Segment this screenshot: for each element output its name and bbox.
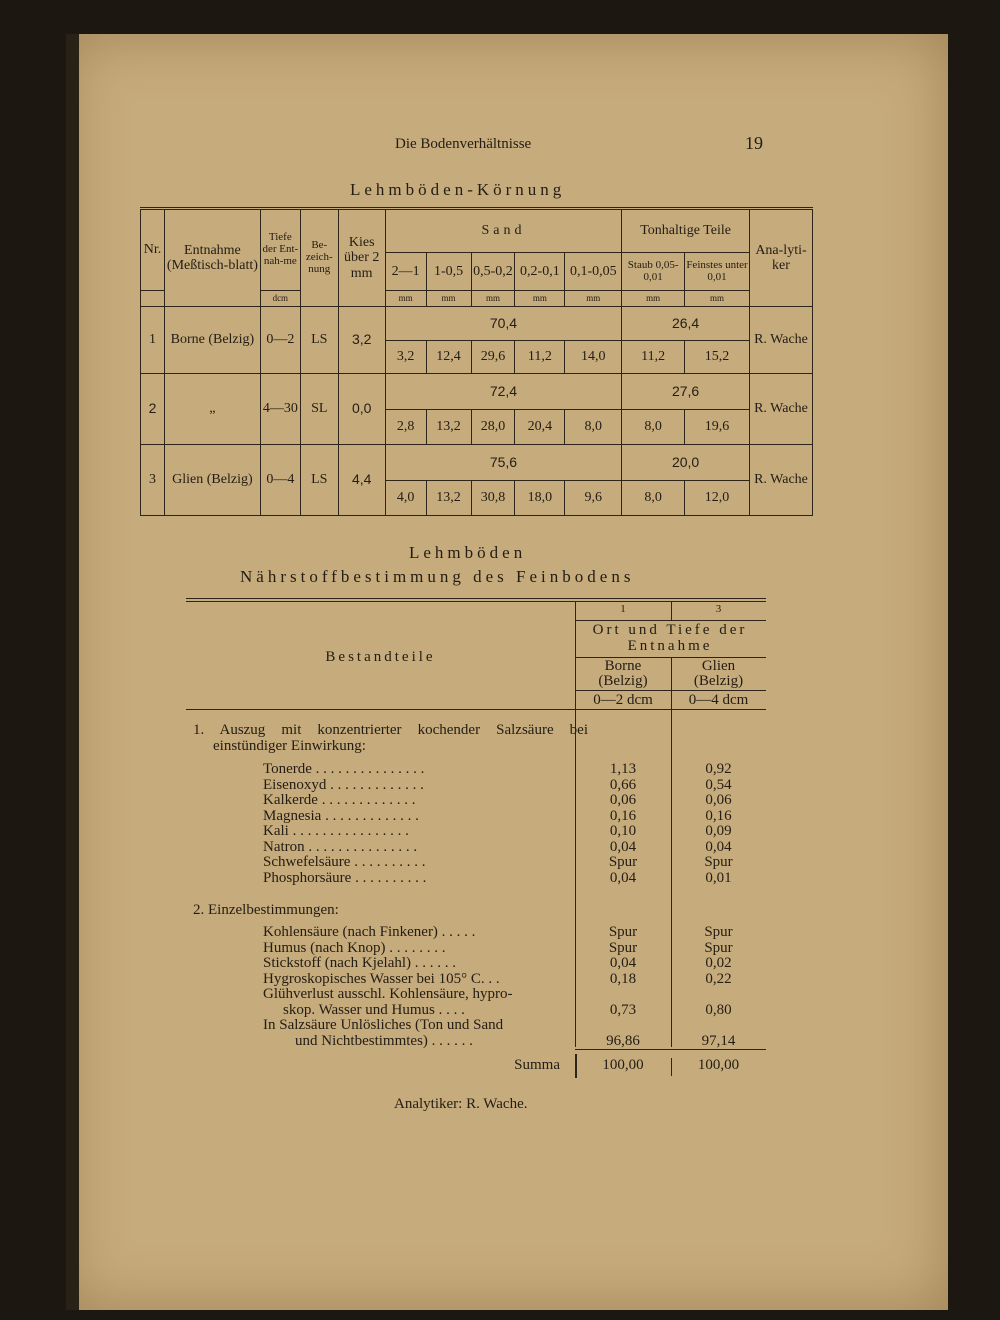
header-bezeichnung: Be-zeich-nung (300, 209, 338, 307)
header-entnahme: Entnahme (Meßtisch-blatt) (164, 209, 260, 307)
unit-mm: mm (622, 291, 685, 307)
table1-title: Lehmböden-Körnung (350, 180, 566, 199)
row-nr: 2 (141, 374, 165, 445)
row-tiefe: 0—2 (260, 307, 300, 374)
section1-title: 1. Auszug mit konzentrierter kochender Salzsäure bei einstündiger Einwirkung: (193, 722, 588, 754)
sand-value: 14,0 (565, 341, 622, 374)
sand-value: 18,0 (515, 481, 565, 516)
sand-total: 70,4 (385, 307, 622, 341)
rule (575, 690, 766, 691)
footer-analytiker: Analytiker: R. Wache. (394, 1096, 528, 1112)
section2-title: 2. Einzelbestimmungen: (193, 902, 339, 918)
col-number: 1 (620, 603, 626, 615)
row-kies: 0,0 (338, 374, 385, 445)
row-bez: LS (300, 445, 338, 516)
sand-col-5: 0,1-0,05 (565, 253, 622, 291)
row-ort: Glien (Belzig) (164, 445, 260, 516)
row-bez: SL (300, 374, 338, 445)
rule-top (186, 601, 766, 602)
sand-col-3: 0,5-0,2 (471, 253, 515, 291)
row-nr: 1 (141, 307, 165, 374)
sand-value: 13,2 (426, 410, 471, 445)
row-analytiker: R. Wache (749, 307, 812, 374)
row-bez: LS (300, 307, 338, 374)
feinstes-value: 12,0 (685, 481, 750, 516)
col-number: 3 (715, 603, 722, 615)
header-kies: Kies über 2 mm (338, 209, 385, 307)
row-tiefe: 4—30 (260, 374, 300, 445)
header-sand: Sand (385, 209, 622, 253)
sand-value: 12,4 (426, 341, 471, 374)
rule-sum (575, 1049, 766, 1050)
sand-col-2: 1-0,5 (426, 253, 471, 291)
rule (575, 657, 766, 658)
feinstes-col: Feinstes unter 0,01 (685, 253, 750, 291)
running-title: Die Bodenverhältnisse (395, 136, 532, 152)
ton-total: 26,4 (622, 307, 750, 341)
sand-value: 4,0 (385, 481, 426, 516)
depth-header: 0—2 dcm (593, 692, 653, 708)
row-ort: Borne (Belzig) (164, 307, 260, 374)
header-analytiker: Ana-lyti-ker (749, 209, 812, 307)
sand-value: 9,6 (565, 481, 622, 516)
row-tiefe: 0—4 (260, 445, 300, 516)
rule-top (186, 598, 766, 599)
book-spine (66, 34, 79, 1310)
sand-value: 3,2 (385, 341, 426, 374)
sand-col-1: 2—1 (385, 253, 426, 291)
unit-dcm: dcm (260, 291, 300, 307)
sand-value: 11,2 (515, 341, 565, 374)
unit-mm: mm (471, 291, 515, 307)
unit-mm: mm (685, 291, 750, 307)
sand-value: 8,0 (565, 410, 622, 445)
unit-mm: mm (426, 291, 471, 307)
sand-value: 2,8 (385, 410, 426, 445)
staub-value: 11,2 (622, 341, 685, 374)
row-analytiker: R. Wache (749, 374, 812, 445)
header-ton: Tonhaltige Teile (622, 209, 750, 253)
row-analytiker: R. Wache (749, 445, 812, 516)
staub-col: Staub 0,05-0,01 (622, 253, 685, 291)
header-nr: Nr. (141, 209, 165, 291)
table-row (141, 307, 813, 341)
staub-value: 8,0 (622, 481, 685, 516)
unit-mm: mm (515, 291, 565, 307)
sand-value: 29,6 (471, 341, 515, 374)
sand-col-4: 0,2-0,1 (515, 253, 565, 291)
table-row (141, 374, 813, 410)
ton-total: 20,0 (622, 445, 750, 481)
page-number: 19 (745, 133, 763, 153)
sand-value: 13,2 (426, 481, 471, 516)
feinstes-value: 19,6 (685, 410, 750, 445)
ort-tiefe-header: Ort und Tiefe der Entnahme (592, 622, 748, 654)
table2-title-line2: Nährstoffbestimmung des Feinbodens (240, 567, 635, 586)
rule (575, 620, 766, 621)
sand-total: 72,4 (385, 374, 622, 410)
unit-mm: mm (565, 291, 622, 307)
ton-total: 27,6 (622, 374, 750, 410)
feinstes-value: 15,2 (685, 341, 750, 374)
unit-mm: mm (385, 291, 426, 307)
sand-value: 20,4 (515, 410, 565, 445)
col-header-bestandteile: Bestandteile (325, 649, 436, 665)
depth-header: 0—4 dcm (688, 692, 749, 708)
row-kies: 4,4 (338, 445, 385, 516)
sand-value: 28,0 (471, 410, 515, 445)
sand-total: 75,6 (385, 445, 622, 481)
table2-title-line1: Lehmböden (409, 543, 527, 562)
staub-value: 8,0 (622, 410, 685, 445)
sand-value: 30,8 (471, 481, 515, 516)
header-tiefe: Tiefe der Ent-nah-me (260, 209, 300, 291)
rule-header-bottom (186, 709, 766, 710)
place-header: Borne (Belzig) (598, 658, 648, 689)
place-header: Glien (Belzig) (693, 658, 744, 689)
row-kies: 3,2 (338, 307, 385, 374)
table-row (141, 445, 813, 481)
row-ort: „ (164, 374, 260, 445)
row-nr: 3 (141, 445, 165, 516)
grain-size-table (140, 207, 813, 516)
